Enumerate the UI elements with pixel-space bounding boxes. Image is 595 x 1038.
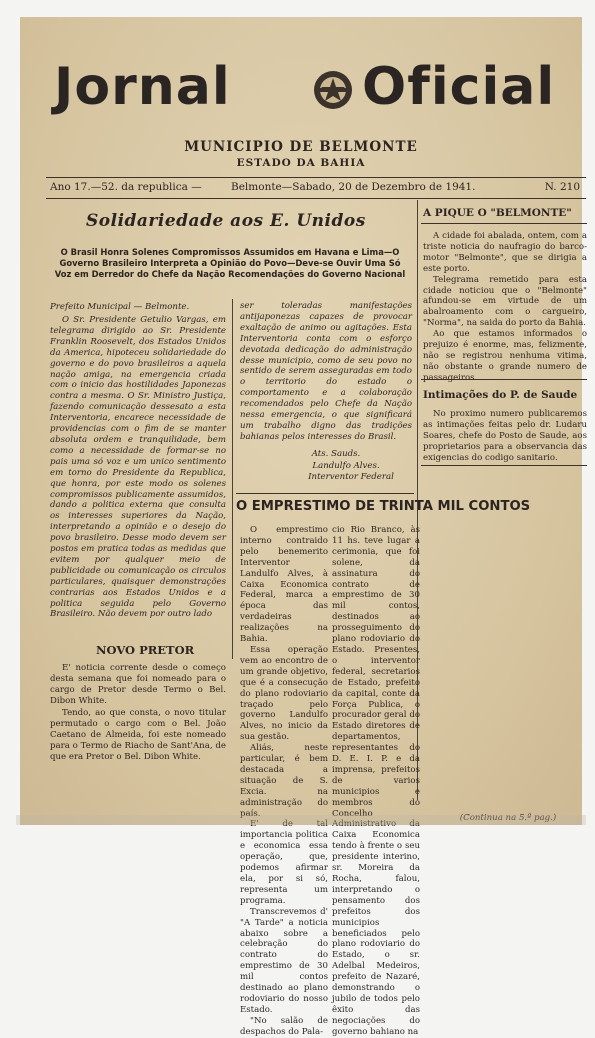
emprestimo-p4: E' de tal importancia politica e economica essa operação, que, podemos afirmar ela, por si só, representa um programa. (240, 819, 328, 906)
intimacoes-bottom-rule (421, 465, 587, 466)
emprestimo-col2-wrap (332, 525, 420, 1037)
dateline-rule (46, 198, 586, 199)
pique-p1: A cidade foi abalada, ontem, com a triste noticia do naufragio do barco-motor "Belmonte", que se dirigia a este porto. (423, 231, 587, 274)
intimacoes-headline: Intimações do P. de Saude (423, 389, 578, 401)
solidariedade-col1: O Sr. Presidente Getulio Vargas, em telegrama dirigido ao Sr. Presidente Franklin Roosevelt, dos Estados Unidos da America, hipoteceu solidariedade do governo e do povo brasileiros a aquela nação amiga, na emergencia criada com o inicio das hostilidades Japonezas contra a mesma. O Sr. Ministro Justiça, fazendo comunicação dessesato a esta Interventoria, encarece necessidade de providencias com o fim de se manter absoluta ordem e tranquilidade, bem como a necessidade de formar-se no pais uma só voz e um unico sentimento em torno do Presidente da Republica, que honra, por este modo os solenes compromissos publicamente assumidos, dando a politica externa que consulta os interesses superiores da Nação, interpretando a opinião e o desejo do povo brasileiro. Desse modo devem ser postos em pratica todas as medidas que evitem por qualquer meio de publicidade ou comunicação os circulos particulares, quaisquer demonstrações contrarias aos Estados Unidos e a politica seguida pelo Governo Brasileiro. Não devem por outro lado (50, 315, 226, 620)
signature-name: Landulfo Alves. (312, 461, 380, 471)
dateline (46, 181, 586, 197)
emprestimo-col1 (240, 525, 328, 1037)
emprestimo-p2: Essa operação vem ao encontro de um grande objetivo, que é a consecução do plano rodoviario traçado pelo governo Landulfo Alves, no inicio da sua gestão. (240, 644, 328, 743)
signature-title: Interventor Federal (308, 472, 394, 482)
municipality: MUNICIPIO DE BELMONTE (184, 139, 418, 155)
solidariedade-header: Prefeito Municipal — Belmonte. (50, 302, 190, 312)
emprestimo-p3: Aliás, neste particular, é bem destacada a situação de S. Excia. na administração do país. (240, 743, 328, 819)
pretor-headline: NOVO PRETOR (96, 643, 195, 657)
masthead-title-right: Oficial (362, 57, 556, 117)
dateline-place-date: Belmonte—Sabado, 20 de Dezembro de 1941. (231, 181, 476, 193)
emprestimo-p1: O emprestimo interno contraido pelo benemerito Interventor Landulfo Alves, à Caixa Economica Federal, marca a época das verdadeiras realizações na Bahia. (240, 525, 328, 645)
emprestimo-col2: cio Rio Branco, às 11 hs. teve lugar a cerimonia, que foi solene, da assinatura do contrato de emprestimo de 30 mil contos, destinados ao prosseguimento do plano rodoviario do Estado. Presentes, o interventor federal, secretarios de Estado, prefeito da capital, conte da Força Publica, o procurador geral do Estado diretores de departamentos, representantes do D. E. I. P. e da imprensa, prefeitos de varios municipios e membros do Concelho Administrativo da Caixa Economica tendo à frente o seu presidente interino, sr. Moreira da Rocha, falou, interpretando o pensamento dos prefeitos dos municipios beneficiados pelo plano rodoviario do Estado, o sr. Adelbal Medeiros, prefeito de Nazaré, demonstrando o jubilo de todos pelo êxito das negociações do governo bahiano na (332, 525, 420, 1037)
pretor-body-1: E' noticia corrente desde o começo desta semana que foi nomeado para o cargo de Pretor desde Termo o Bel. Dibon White. (50, 663, 226, 706)
intimacoes-top-rule (421, 379, 587, 380)
solidariedade-headline: Solidariedade aos E. Unidos (86, 211, 366, 231)
emprestimo-headline: O EMPRESTIMO DE TRINTA MIL CONTOS (236, 499, 531, 514)
pique-headline: A PIQUE O "BELMONTE" (423, 207, 572, 219)
intimacoes-body: No proximo numero publicaremos as intimações feitas pelo dr. Ludaru Soares, chefe do Posto de Saude, aos proprietarios para a observancia das exigencias do codigo sanitario. (423, 409, 587, 463)
column-divider-top (232, 299, 233, 659)
pique-p3: Ao que estamos informados o prejuizo é enorme, mas, felizmente, não se registrou nenhuma vitima, não obstante o grande numero de passageiros. (423, 329, 587, 383)
emprestimo-continued: (Continua na 5.ª pag.) (459, 813, 557, 823)
pretor-body-2: Tendo, ao que consta, o novo titular permutado o cargo com o Bel. João Caetano de Almeida, foi este nomeado para o Termo de Riacho de Sant'Ana, de que era Pretor o Bel. Dibon White. (50, 708, 226, 762)
emprestimo-p5: Transcrevemos d' "A Tarde" a noticia abaixo sobre a celebração do contrato do emprestimo de 30 mil contos destinado ao plano rodoviario do nosso Estado. (240, 906, 328, 1015)
dateline-number: N. 210 (544, 181, 580, 193)
pique-body (423, 231, 587, 384)
dateline-year: Ano 17.—52. da republica — (50, 181, 202, 193)
solidariedade-closing: Ats. Sauds. (311, 449, 361, 459)
pique-p2: Telegrama remetido para esta cidade noticiou que o "Belmonte" afundou-se em virtude de um abalroamento com o cargueiro, "Norma", na saida do porto da Bahia. (423, 274, 587, 329)
masthead (50, 57, 580, 139)
page-shadow (16, 815, 586, 825)
state-name: ESTADO DA BAHIA (236, 157, 366, 169)
pique-rule (421, 223, 587, 224)
newspaper-page (20, 17, 587, 1037)
solidariedade-lead: O Brasil Honra Solenes Compromissos Assumidos em Havana e Lima—O Governo Brasileiro Interpreta a Opinião do Povo—Deve-se Ouvir Uma Só Voz em Derredor do Chefe da Nação Recomendações do Governo Nacional (54, 247, 406, 279)
emprestimo-top-rule (236, 493, 414, 494)
coat-of-arms-icon (312, 69, 354, 111)
solidariedade-col2: ser toleradas manifestações antijaponezas capazes de provocar exaltação de animo ou agitações. Esta Interventoria conta com o esforço devotada dedicação do administração desse municipio, como de seu povo no sentido de serem asseguradas em todo o territorio do estado o comportamento e a colaboração recomendados pelo Chefe da Nação nessa emergencia, o que significará um trabalho digno das tradições bahianas pelos interesses do Brasil. (240, 301, 412, 442)
emprestimo-p6: "No salão de despachos do Pala- (240, 1015, 328, 1037)
top-rule (46, 177, 586, 178)
masthead-title-left: Jornal (54, 57, 231, 117)
